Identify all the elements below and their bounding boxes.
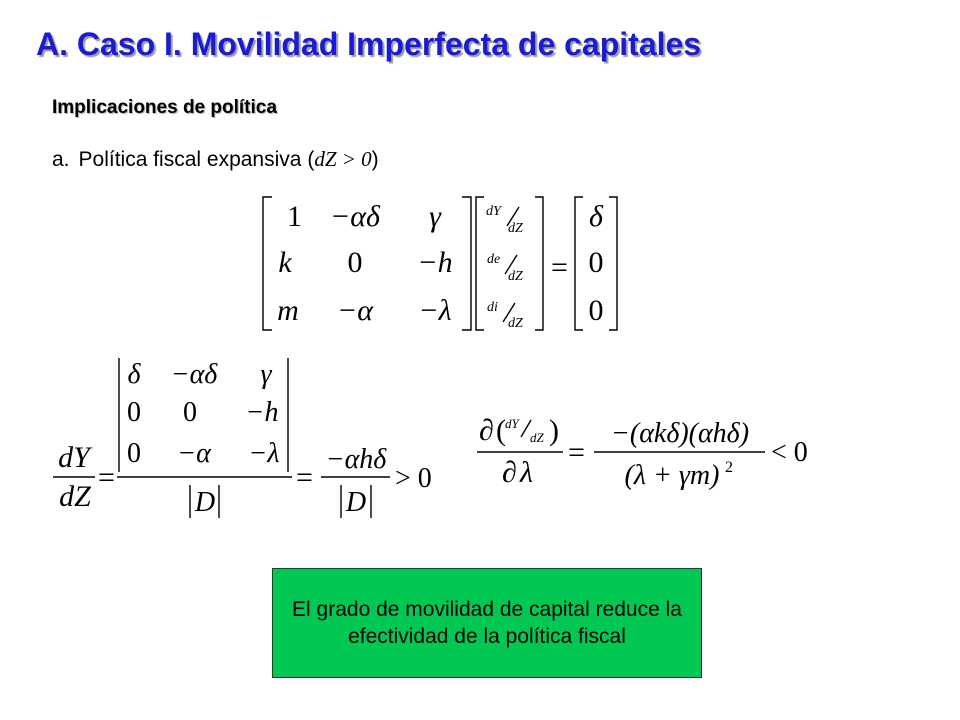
unknown-1-denominator: dZ (508, 221, 523, 236)
det-r3c2: −α (177, 438, 211, 469)
item-text: Política fiscal expansiva (78, 148, 302, 171)
det-r3c3: −λ (248, 438, 280, 469)
cramer-result-equals: = (296, 461, 313, 494)
partial-rhs-exponent: 2 (725, 459, 733, 476)
item-close-paren: ) (371, 148, 379, 171)
partial-sign: < 0 (771, 437, 808, 468)
result-d: D (345, 487, 367, 518)
item-condition: dZ > 0 (314, 147, 372, 171)
cramer-sign: > 0 (395, 463, 432, 494)
conclusion-callout: El grado de movilidad de capital reduce la efectividad de la política fiscal (272, 568, 702, 678)
det-r1c1: δ (127, 359, 141, 390)
partial-symbol-top: ∂ (479, 414, 494, 447)
system-equals: = (551, 251, 568, 284)
item-open-paren: ( (307, 148, 315, 171)
det-r2c3: −h (245, 397, 279, 428)
coef-r3c1: m (277, 294, 299, 327)
coef-r2c2: 0 (347, 246, 363, 279)
rhs-1: δ (589, 200, 603, 233)
unknown-3-numerator: di (487, 300, 498, 315)
cramer-equals: = (98, 461, 115, 494)
coef-r3c2: −α (337, 294, 373, 327)
rhs-3: 0 (588, 294, 604, 327)
partial-symbol-bottom: ∂ (502, 456, 517, 489)
det-r3c1: 0 (127, 438, 141, 469)
item-marker: a. (52, 148, 70, 171)
det-r1c2: −αδ (170, 359, 218, 390)
unknown-2-numerator: de (487, 252, 501, 267)
partial-lambda: λ (520, 456, 533, 489)
result-numerator: −αhδ (325, 444, 387, 475)
partial-equals: = (568, 436, 585, 469)
partial-open-paren: ( (496, 414, 506, 447)
partial-rhs-denominator: (λ + γm) (624, 460, 720, 491)
partial-close-paren: ) (549, 414, 559, 447)
unknown-2-denominator: dZ (508, 269, 523, 284)
partial-inner-numerator: dY (505, 416, 519, 431)
section-subtitle: Implicaciones de política (52, 97, 277, 118)
dydz-denominator: dZ (59, 480, 91, 513)
slide-title: A. Caso I. Movilidad Imperfecta de capitales (36, 26, 702, 62)
coef-r2c3: −h (417, 246, 453, 279)
partial-inner-denominator: dZ (530, 430, 544, 445)
unknown-3-denominator: dZ (508, 316, 523, 331)
coef-r3c3: −λ (418, 294, 452, 327)
det-r2c2: 0 (183, 397, 197, 428)
det-r2c1: 0 (127, 397, 141, 428)
partial-rhs-numerator: −(αkδ)(αhδ) (610, 418, 750, 449)
rhs-2: 0 (588, 246, 604, 279)
unknown-1-numerator: dY (486, 204, 501, 219)
coef-r2c1: k (278, 246, 292, 279)
coef-r1c3: γ (429, 200, 441, 233)
det-d: D (194, 487, 216, 518)
dydz-numerator: dY (58, 441, 90, 474)
coef-r1c2: −αδ (330, 200, 380, 233)
det-r1c3: γ (260, 359, 272, 390)
coef-r1c1: 1 (287, 200, 302, 233)
